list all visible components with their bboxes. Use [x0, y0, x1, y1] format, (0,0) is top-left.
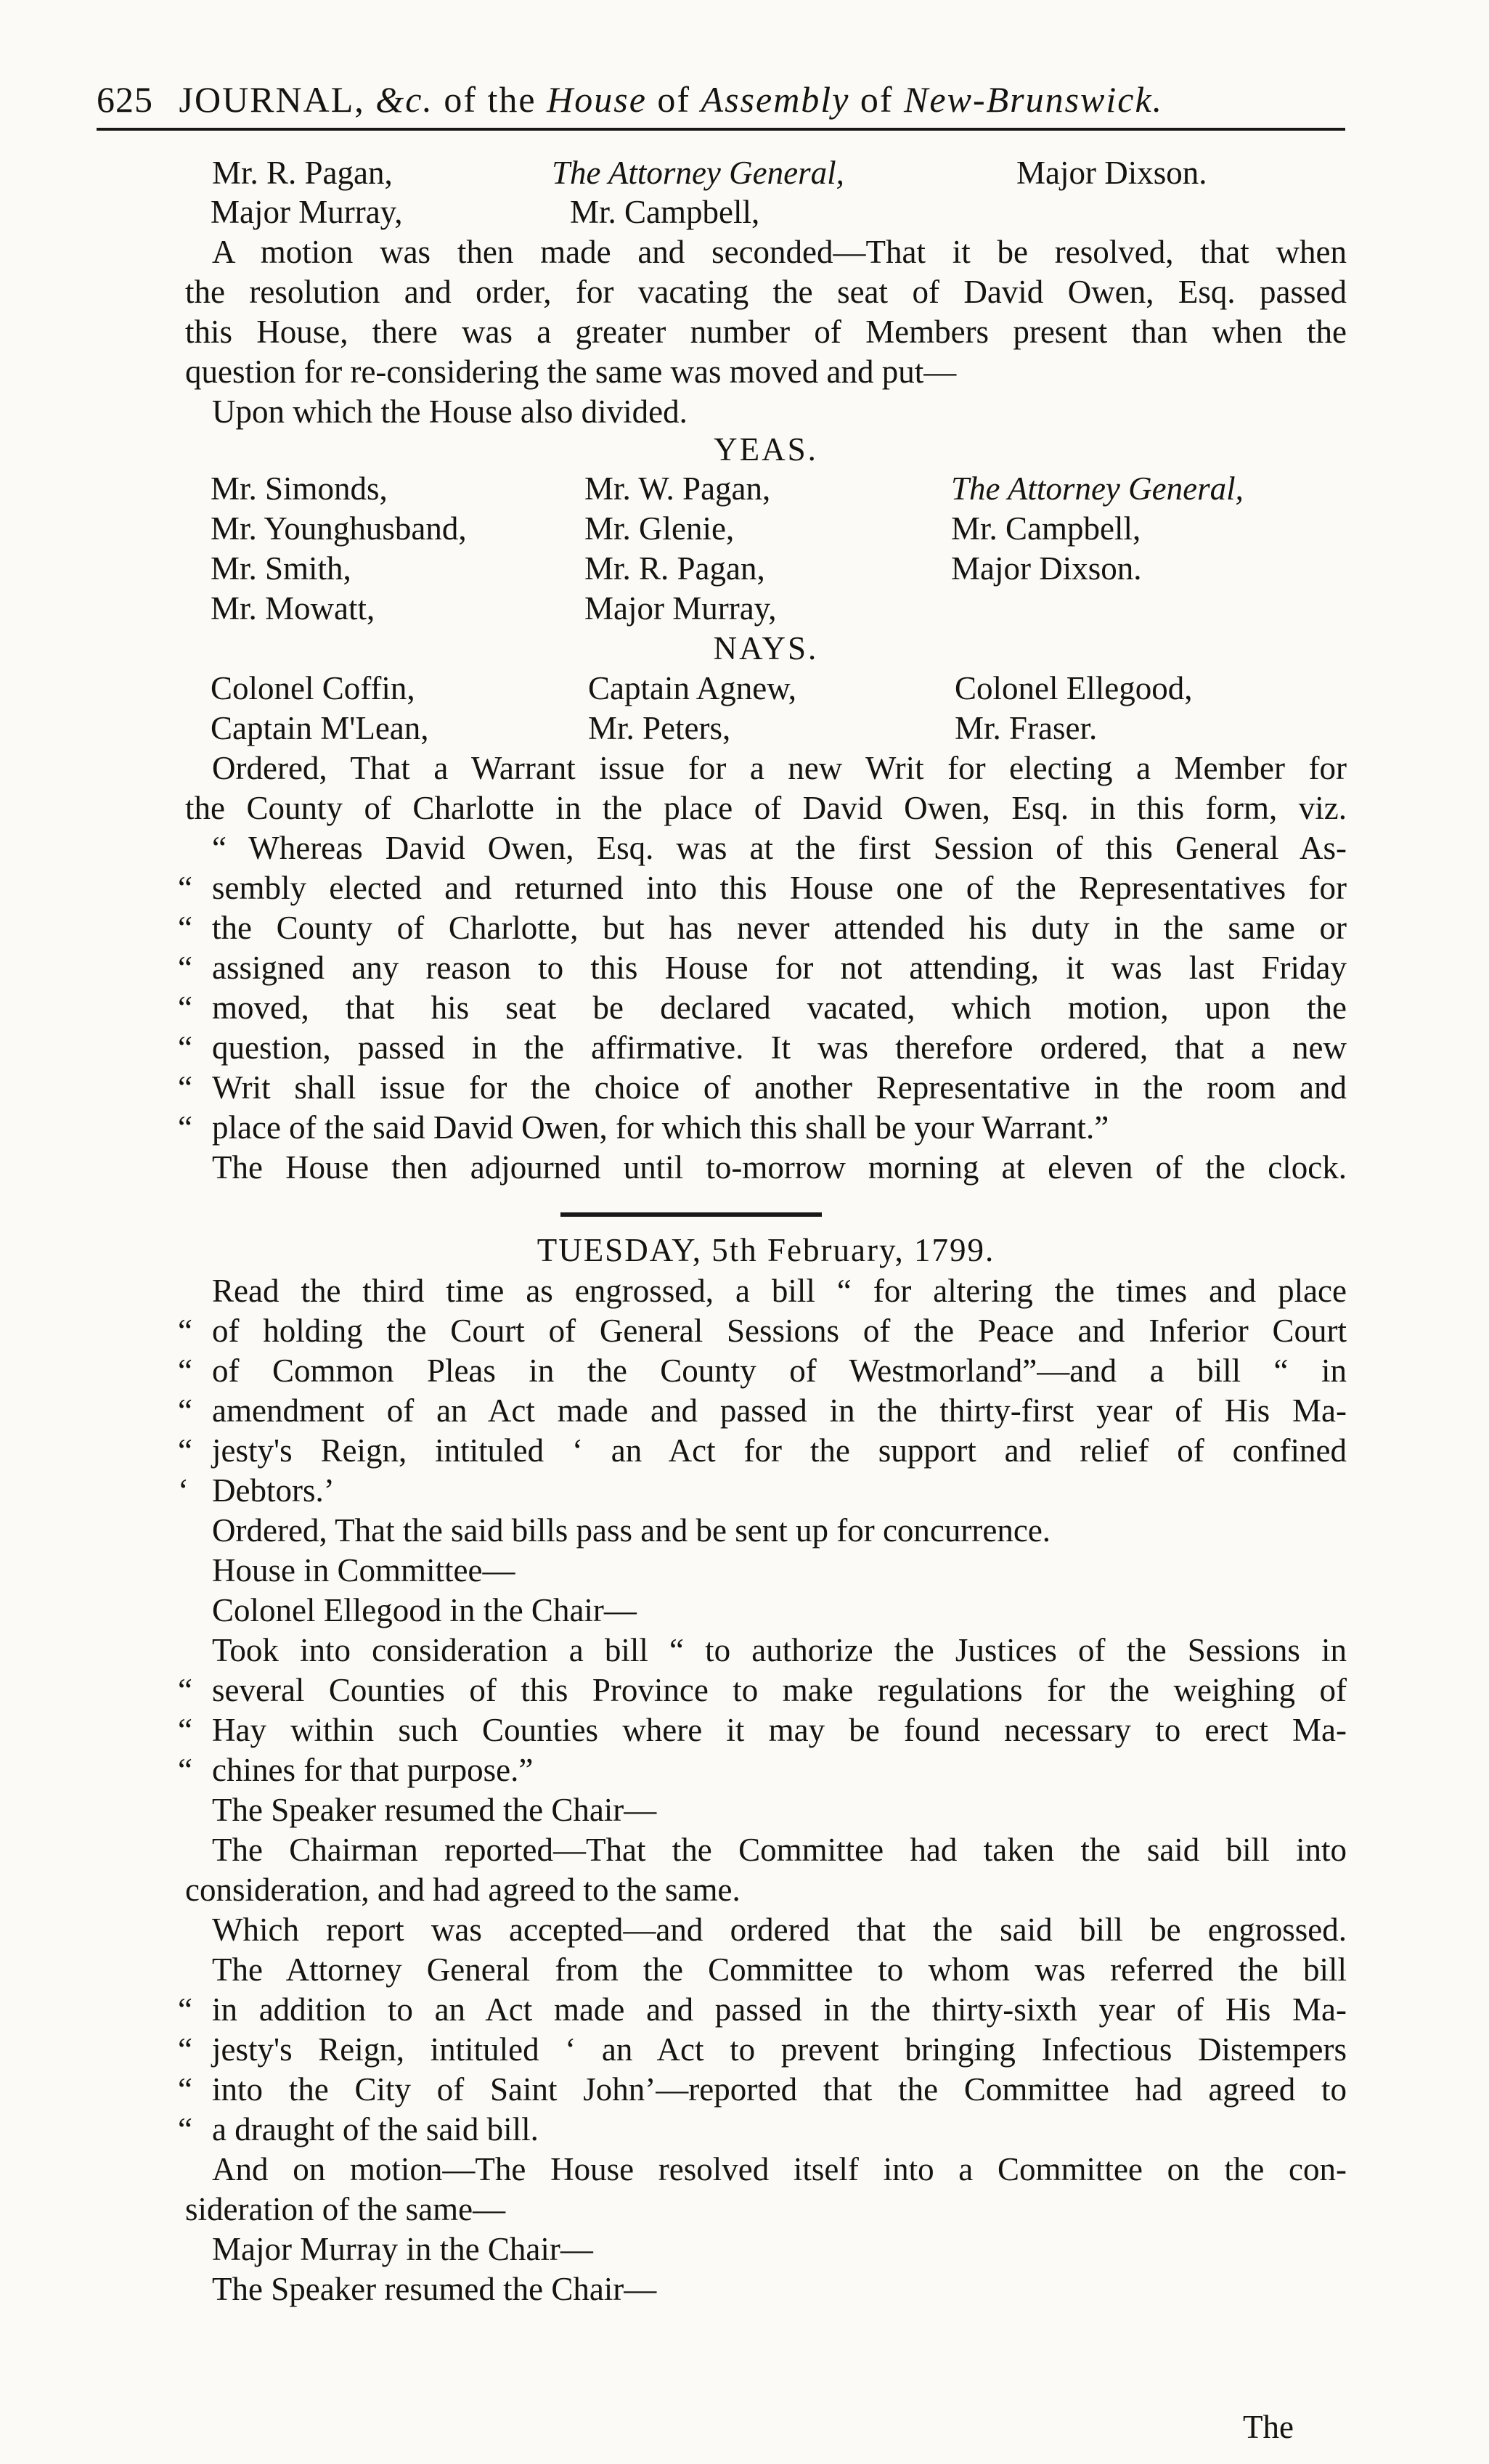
text-line: several Counties of this Province to make regulations for the weighing of — [212, 1672, 1347, 1708]
text-line: of holding the Court of General Sessions of the Peace and Inferior Court — [212, 1313, 1347, 1349]
text-line: Colonel Ellegood in the Chair— — [212, 1592, 637, 1628]
text-line: Ordered, That a Warrant issue for a new Writ for electing a Member for — [212, 750, 1347, 786]
yea-name: The Attorney General, — [951, 470, 1244, 507]
quote-mark: “ — [178, 1991, 192, 2028]
text-line: jesty's Reign, intituled ‘ an Act to prevent bringing Infectious Distempers — [212, 2031, 1347, 2068]
top-name: Major Dixson. — [1016, 155, 1207, 191]
text-line: question for re-considering the same was moved and put— — [185, 354, 957, 390]
warrant-line: question, passed in the affirmative. It was therefore ordered, that a new — [212, 1029, 1347, 1066]
quote-mark: “ — [178, 1069, 192, 1106]
yeas-heading: YEAS. — [714, 431, 818, 468]
yea-name: Major Dixson. — [951, 550, 1142, 587]
text-line: Took into consideration a bill “ to authorize the Justices of the Sessions in — [212, 1632, 1347, 1668]
quote-mark: “ — [178, 910, 192, 946]
text-line: The House then adjourned until to-morrow morning at eleven of the clock. — [212, 1149, 1347, 1186]
yea-name: Mr. W. Pagan, — [584, 470, 771, 507]
quote-mark: “ — [178, 2071, 192, 2108]
yea-name: Mr. Mowatt, — [211, 590, 375, 627]
date-heading: TUESDAY, 5th February, 1799. — [537, 1232, 995, 1268]
text-line: The Attorney General from the Committee to whom was referred the bill — [212, 1951, 1347, 1988]
text-line: amendment of an Act made and passed in the thirty-first year of His Ma- — [212, 1392, 1347, 1429]
text-line: Hay within such Counties where it may be found necessary to erect Ma- — [212, 1712, 1347, 1748]
header-rule — [97, 128, 1345, 131]
quote-mark: “ — [178, 1752, 192, 1788]
yea-name: Mr. R. Pagan, — [584, 550, 765, 587]
top-name: Major Murray, — [211, 194, 403, 230]
text-line: into the City of Saint John’—reported that the Committee had agreed to — [212, 2071, 1347, 2108]
yea-name: Major Murray, — [584, 590, 777, 627]
text-line: sideration of the same— — [185, 2191, 506, 2227]
text-line: Ordered, That the said bills pass and be sent up for concurrence. — [212, 1512, 1051, 1549]
nay-name: Captain M'Lean, — [211, 710, 429, 746]
quote-mark: “ — [178, 1712, 192, 1748]
text-line: of Common Pleas in the County of Westmorland”—and a bill “ in — [212, 1353, 1347, 1389]
text-line: Upon which the House also divided. — [212, 393, 688, 430]
text-line: chines for that purpose.” — [212, 1752, 534, 1788]
text-line: consideration, and had agreed to the same. — [185, 1872, 741, 1908]
text-line: Which report was accepted—and ordered that the said bill be engrossed. — [212, 1912, 1347, 1948]
running-header — [97, 78, 1345, 122]
quote-mark: “ — [178, 1353, 192, 1389]
nay-name: Colonel Coffin, — [211, 670, 415, 706]
text-line: The Chairman reported—That the Committee had taken the said bill into — [212, 1832, 1347, 1868]
nay-name: Mr. Peters, — [588, 710, 731, 746]
top-name: Mr. R. Pagan, — [212, 155, 393, 191]
warrant-line: “ Whereas David Owen, Esq. was at the first Session of this General As- — [212, 830, 1347, 866]
header-title: JOURNAL, &c. of the House of Assembly of New-Brunswick. — [179, 79, 1164, 120]
text-line: the resolution and order, for vacating the seat of David Owen, Esq. passed — [185, 274, 1347, 310]
quote-mark: “ — [178, 1313, 192, 1349]
text-line: House in Committee— — [212, 1552, 515, 1588]
warrant-line: moved, that his seat be declared vacated, which motion, upon the — [212, 990, 1347, 1026]
quote-mark: “ — [178, 2111, 192, 2147]
section-rule — [560, 1212, 822, 1217]
text-line: The Speaker resumed the Chair— — [212, 2271, 657, 2307]
text-line: this House, there was a greater number of Members present than when the — [185, 314, 1347, 350]
top-name: Mr. Campbell, — [570, 194, 760, 230]
quote-mark: ‘ — [178, 1472, 189, 1509]
warrant-line: assigned any reason to this House for not attending, it was last Friday — [212, 950, 1347, 986]
text-line: a draught of the said bill. — [212, 2111, 539, 2147]
nays-heading: NAYS. — [713, 630, 819, 666]
quote-mark: “ — [178, 1432, 192, 1469]
nay-name: Colonel Ellegood, — [955, 670, 1193, 706]
nay-name: Mr. Fraser. — [955, 710, 1098, 746]
text-line: in addition to an Act made and passed in the thirty-sixth year of His Ma- — [212, 1991, 1347, 2028]
text-line: And on motion—The House resolved itself into a Committee on the con- — [212, 2151, 1347, 2187]
nay-name: Captain Agnew, — [588, 670, 797, 706]
top-name: The Attorney General, — [552, 155, 844, 191]
text-line: The Speaker resumed the Chair— — [212, 1792, 657, 1828]
text-line: jesty's Reign, intituled ‘ an Act for the support and relief of confined — [212, 1432, 1347, 1469]
catchword: The — [1243, 2409, 1294, 2445]
quote-mark: “ — [178, 1109, 192, 1146]
text-line: the County of Charlotte in the place of David Owen, Esq. in this form, viz. — [185, 790, 1347, 826]
text-line: Major Murray in the Chair— — [212, 2231, 593, 2267]
quote-mark: “ — [178, 1029, 192, 1066]
quote-mark: “ — [178, 1672, 192, 1708]
warrant-line: place of the said David Owen, for which this shall be your Warrant.” — [212, 1109, 1109, 1146]
yea-name: Mr. Glenie, — [584, 510, 735, 547]
text-line: Read the third time as engrossed, a bill “ for altering the times and place — [212, 1273, 1347, 1309]
page-number: 625 — [97, 79, 153, 120]
quote-mark: “ — [178, 2031, 192, 2068]
warrant-line: the County of Charlotte, but has never attended his duty in the same or — [212, 910, 1347, 946]
quote-mark: “ — [178, 990, 192, 1026]
text-line: Debtors.’ — [212, 1472, 335, 1509]
yea-name: Mr. Simonds, — [211, 470, 388, 507]
quote-mark: “ — [178, 870, 192, 906]
warrant-line: Writ shall issue for the choice of another Representative in the room and — [212, 1069, 1347, 1106]
yea-name: Mr. Campbell, — [951, 510, 1141, 547]
yea-name: Mr. Smith, — [211, 550, 351, 587]
quote-mark: “ — [178, 950, 192, 986]
text-line: A motion was then made and seconded—That it be resolved, that when — [212, 234, 1347, 270]
warrant-line: sembly elected and returned into this House one of the Representatives for — [212, 870, 1347, 906]
quote-mark: “ — [178, 1392, 192, 1429]
yea-name: Mr. Younghusband, — [211, 510, 467, 547]
